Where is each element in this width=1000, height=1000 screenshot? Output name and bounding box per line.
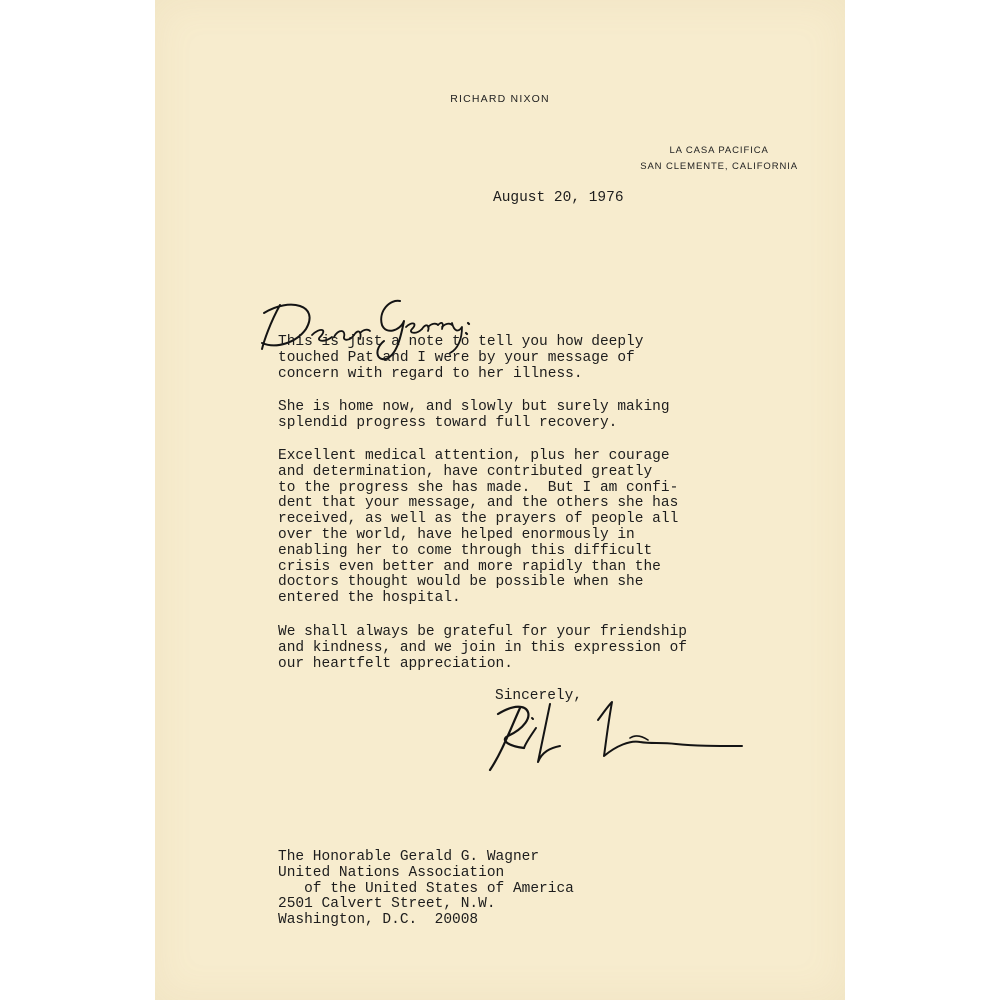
recipient-line-4: 2501 Calvert Street, N.W. <box>278 896 496 913</box>
paragraph-1: This is just a note to tell you how deeply touched Pat and I were by your message of concern with regard to her illness. <box>278 334 644 382</box>
paragraph-3: Excellent medical attention, plus her courage and determination, have contributed greatly to the progress she has made. But I am confi- dent that your message, and the others she has received, as well as the prayers of people all over the world, have helped enormously in enabling her to come through this difficult crisis even better and more rapidly than the doctors thought would be possible when she entered the hospital. <box>278 448 679 607</box>
recipient-line-3: of the United States of America <box>278 880 574 897</box>
paragraph-4: We shall always be grateful for your friendship and kindness, and we join in this expression of our heartfelt appreciation. <box>278 624 687 672</box>
letter-paper <box>155 0 845 1000</box>
letterhead-address <box>640 143 798 175</box>
recipient-address <box>278 850 574 929</box>
paragraph-2: She is home now, and slowly but surely making splendid progress toward full recovery. <box>278 399 670 431</box>
closing: Sincerely, <box>495 688 583 704</box>
recipient-line-2: United Nations Association <box>278 864 505 881</box>
address-line-2: SAN CLEMENTE, CALIFORNIA <box>640 161 798 172</box>
recipient-line-1: The Honorable Gerald G. Wagner <box>278 849 540 865</box>
address-line-1: LA CASA PACIFICA <box>669 145 769 156</box>
letter-date: August 20, 1976 <box>493 190 624 206</box>
recipient-line-5: Washington, D.C. 20008 <box>278 912 479 929</box>
letterhead-name: RICHARD NIXON <box>450 93 550 105</box>
